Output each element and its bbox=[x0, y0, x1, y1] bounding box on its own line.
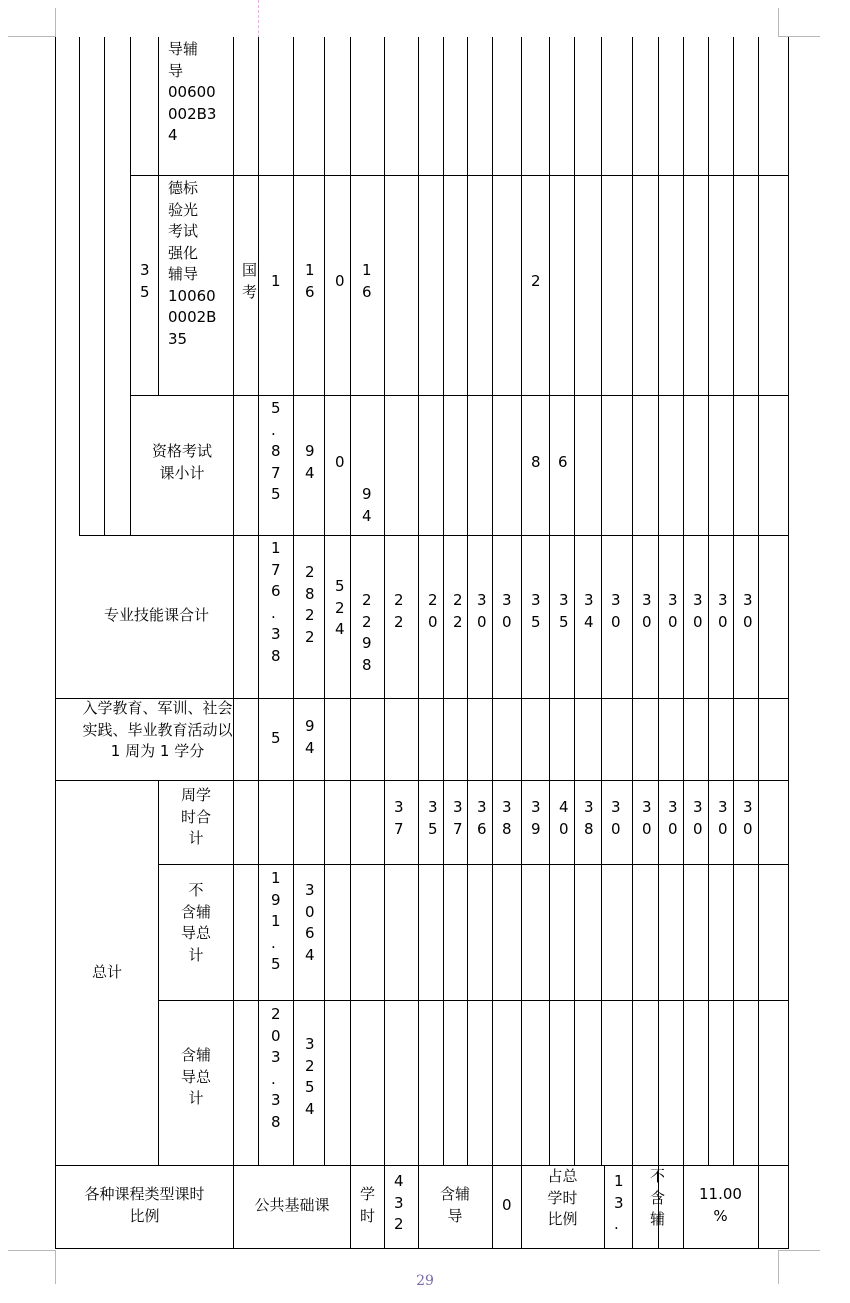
weekly-hours-value: 3 8 bbox=[502, 798, 512, 838]
grid-line bbox=[258, 37, 259, 1166]
weekly-hours-value: 3 9 bbox=[531, 798, 541, 838]
grand-total-label: 总计 bbox=[91, 963, 122, 981]
grid-line bbox=[55, 1248, 789, 1249]
grid-line bbox=[521, 37, 522, 1166]
weekly-hours-value: 3 0 bbox=[611, 798, 621, 838]
skill-total-week-value: 3 0 bbox=[642, 591, 652, 631]
skill-total-week-value: 3 0 bbox=[693, 591, 703, 631]
weekly-hours-value: 3 0 bbox=[718, 798, 728, 838]
grid-line bbox=[418, 37, 419, 1166]
skill-total-week-value: 2 2 bbox=[453, 591, 463, 631]
qual-subtotal-theory: 9 4 bbox=[362, 485, 372, 525]
grid-line bbox=[601, 37, 602, 1166]
grid-line bbox=[293, 37, 294, 1166]
grid-line bbox=[130, 175, 789, 176]
grid-line bbox=[158, 37, 159, 396]
qual-subtotal-credit: 5 . 8 7 5 bbox=[271, 399, 281, 503]
grid-line bbox=[443, 37, 444, 1166]
weekly-hours-value: 3 0 bbox=[642, 798, 652, 838]
grid-line bbox=[158, 1000, 789, 1001]
grid-line bbox=[350, 1165, 351, 1249]
weekly-hours-value: 3 5 bbox=[428, 798, 438, 838]
skill-total-week-value: 3 0 bbox=[718, 591, 728, 631]
skill-total-credit: 1 7 6 . 3 8 bbox=[271, 539, 281, 665]
grid-line bbox=[158, 864, 789, 865]
skill-total-week-value: 3 0 bbox=[668, 591, 678, 631]
weekly-hours-value: 4 0 bbox=[559, 798, 569, 838]
grid-line bbox=[79, 535, 789, 536]
grid-line bbox=[574, 37, 575, 1166]
grid-line bbox=[708, 37, 709, 1166]
skill-total-week-value: 3 0 bbox=[743, 591, 753, 631]
skill-total-hours: 2 8 2 2 bbox=[305, 563, 315, 646]
weekly-hours-label: 周学 时合 计 bbox=[180, 786, 211, 847]
grid-line bbox=[492, 37, 493, 1166]
grid-line bbox=[324, 37, 325, 1166]
grid-line bbox=[79, 37, 80, 536]
skill-total-label: 专业技能课合计 bbox=[103, 606, 209, 624]
grid-line bbox=[683, 37, 684, 1166]
qual-subtotal-label: 资格考试 课小计 bbox=[151, 442, 212, 482]
grid-line bbox=[492, 1165, 493, 1249]
course-35-hours: 1 6 bbox=[305, 261, 315, 301]
weekly-hours-value: 3 0 bbox=[668, 798, 678, 838]
weekly-hours-value: 3 0 bbox=[693, 798, 703, 838]
skill-total-theory: 2 2 9 8 bbox=[362, 591, 372, 674]
course-34-name-cont: 导辅 导 00600 002B3 4 bbox=[168, 40, 217, 144]
entry-edu-label: 入学教育、军训、社会 实践、毕业教育活动以 1 周为 1 学分 bbox=[82, 699, 233, 760]
grid-line bbox=[632, 37, 633, 1166]
entry-edu-credit: 5 bbox=[271, 729, 281, 747]
ratio-share-value: 1 3 . bbox=[614, 1172, 624, 1233]
course-35-semester: 2 bbox=[531, 272, 541, 290]
incl-total-hours: 3 2 5 4 bbox=[305, 1035, 315, 1118]
ratio-label: 各种课程类型课时 比例 bbox=[84, 1185, 205, 1225]
qual-subtotal-val1: 8 bbox=[531, 453, 541, 471]
ratio-course-type: 公共基础课 bbox=[254, 1196, 330, 1214]
grid-line bbox=[55, 37, 56, 1249]
ratio-hours-value: 4 3 2 bbox=[394, 1172, 404, 1233]
course-35-practice: 0 bbox=[335, 272, 345, 290]
grid-line bbox=[467, 37, 468, 1166]
course-35-theory: 1 6 bbox=[362, 261, 372, 301]
grid-line bbox=[604, 1165, 605, 1249]
grid-line bbox=[788, 37, 789, 1249]
skill-total-week-value: 2 0 bbox=[428, 591, 438, 631]
weekly-hours-value: 3 8 bbox=[584, 798, 594, 838]
grid-line bbox=[549, 37, 550, 1166]
grid-line bbox=[733, 37, 734, 1166]
weekly-hours-value: 3 0 bbox=[743, 798, 753, 838]
course-35-name: 德标 验光 考试 强化 辅导 10060 0002B 35 bbox=[168, 179, 217, 348]
grid-line bbox=[384, 1165, 385, 1249]
qual-subtotal-practice: 0 bbox=[335, 453, 345, 471]
grid-line bbox=[104, 37, 105, 536]
course-35-seq: 3 5 bbox=[140, 261, 150, 301]
qual-subtotal-val2: 6 bbox=[558, 453, 568, 471]
skill-total-practice: 5 2 4 bbox=[335, 577, 345, 638]
grid-line bbox=[130, 395, 789, 396]
grid-line bbox=[350, 37, 351, 1166]
ratio-excl-label: 不 含 辅 bbox=[650, 1167, 666, 1228]
skill-total-week-value: 3 5 bbox=[531, 591, 541, 631]
qual-subtotal-hours: 9 4 bbox=[305, 442, 315, 482]
skill-total-week-value: 3 4 bbox=[584, 591, 594, 631]
skill-total-week-value: 3 5 bbox=[559, 591, 569, 631]
grid-line bbox=[632, 1165, 633, 1249]
grid-line bbox=[658, 37, 659, 1166]
excl-total-credit: 1 9 1 . 5 bbox=[271, 869, 281, 973]
ratio-tutor-value: 0 bbox=[502, 1196, 512, 1214]
entry-edu-hours: 9 4 bbox=[305, 717, 315, 757]
weekly-hours-value: 3 7 bbox=[394, 798, 404, 838]
skill-total-week-value: 3 0 bbox=[502, 591, 512, 631]
course-35-exam: 国 考 bbox=[242, 261, 258, 301]
ratio-tutor-label: 含辅 导 bbox=[439, 1185, 470, 1225]
grid-line bbox=[384, 37, 385, 1166]
excl-total-hours: 3 0 6 4 bbox=[305, 881, 315, 964]
weekly-hours-value: 3 6 bbox=[477, 798, 487, 838]
weekly-hours-value: 3 7 bbox=[453, 798, 463, 838]
ratio-share-label: 占总 学时 比例 bbox=[547, 1167, 578, 1228]
incl-total-credit: 2 0 3 . 3 8 bbox=[271, 1005, 281, 1131]
page-number: 29 bbox=[416, 1273, 434, 1289]
ratio-hours-label: 学 时 bbox=[360, 1185, 376, 1225]
skill-total-week-value: 3 0 bbox=[477, 591, 487, 631]
grid-line bbox=[758, 37, 759, 1166]
course-35-credit: 1 bbox=[271, 272, 281, 290]
skill-total-week-value: 2 2 bbox=[394, 591, 404, 631]
grid-line bbox=[233, 37, 234, 1166]
grid-line bbox=[55, 1165, 789, 1166]
grid-line bbox=[55, 780, 789, 781]
incl-total-label: 含辅 导总 计 bbox=[180, 1046, 211, 1107]
skill-total-week-value: 3 0 bbox=[611, 591, 621, 631]
excl-total-label: 不 含辅 导总 计 bbox=[180, 881, 211, 964]
ratio-percent: 11.00 % bbox=[699, 1185, 742, 1225]
